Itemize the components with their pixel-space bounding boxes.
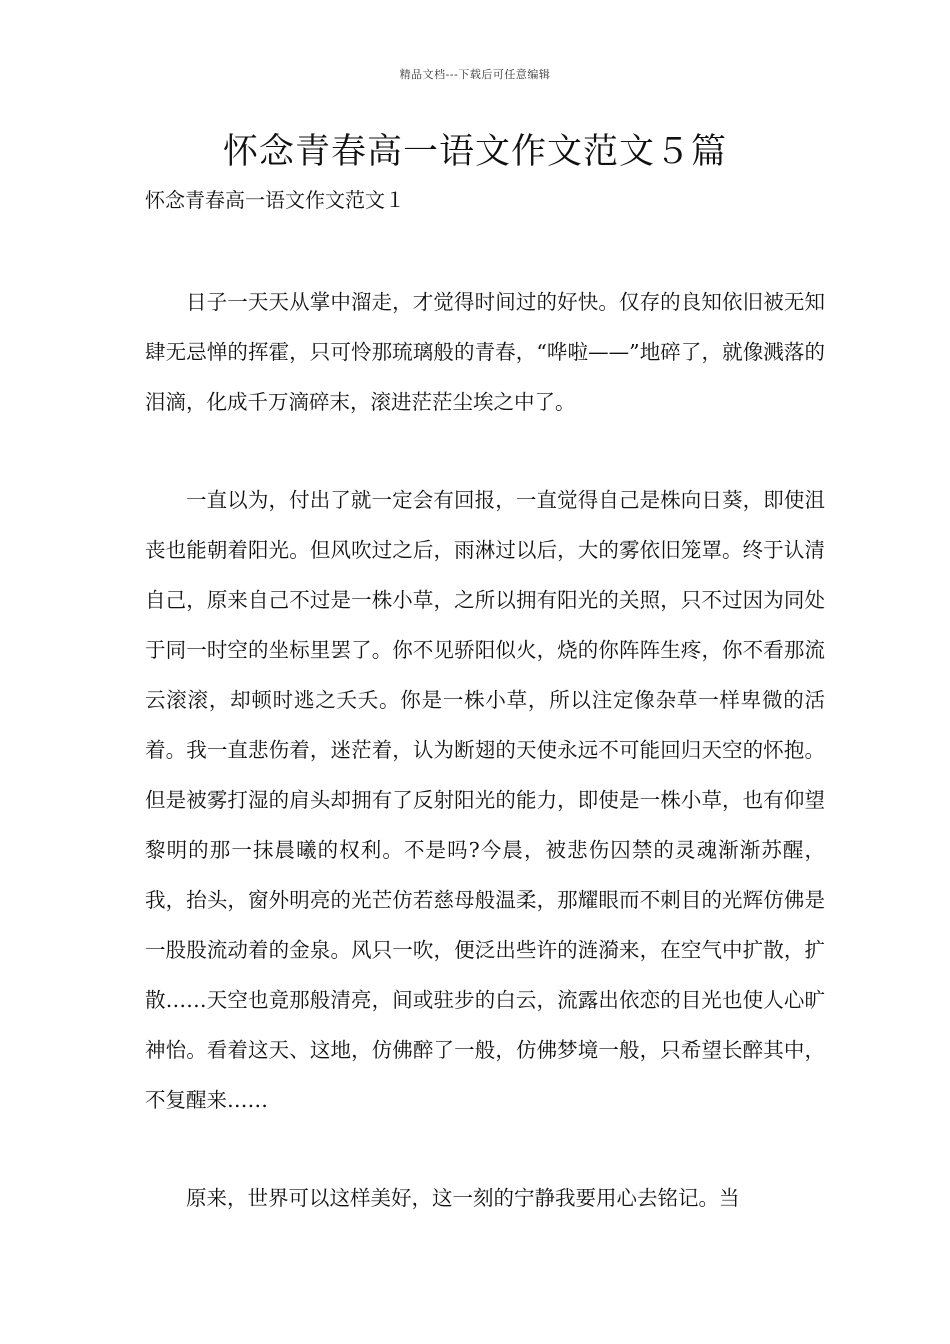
section-title: 怀念青春高一语文作文范文１ — [145, 188, 405, 212]
header-note: 精品文档---下载后可任意编辑 — [399, 68, 551, 81]
document-title: 怀念青春高一语文作文范文５篇 — [222, 132, 727, 172]
paragraph: 原来，世界可以这样美好，这一刻的宁静我要用心去铭记。当 — [186, 1186, 740, 1210]
paragraph: 一直以为，付出了就一定会有回报，一直觉得自己是株向日葵，即使沮丧也能朝着阳光。但风吹过之后，雨淋过以后，大的雾依旧笼罩。终于认清自己，原来自己不过是一株小草，之所以拥有阳光的关照，只不过因为同处于同一时空的坐标里罢了。你不见骄阳似火，烧的你阵阵生疼，你不看那流云滚滚，却顿时逃之夭夭。你是一株小草，所以注定像杂草一样卑微的活着。我一直悲伤着，迷茫着，认为断翅的天使永远不可能回归天空的怀抱。但是被雾打湿的肩头却拥有了反射阳光的能力，即使是一株小草，也有仰望黎明的那一抹晨曦的权利。不是吗?今晨，被悲伤囚禁的灵魂渐渐苏醒，我，抬头，窗外明亮的光芒仿若慈母般温柔，那耀眼而不刺目的光辉仿佛是一股股流动着的金泉。风只一吹，便泛出些许的涟漪来，在空气中扩散，扩散……天空也竟那般清亮，间或驻步的白云，流露出依恋的目光也使人心旷神怡。看着这天、这地，仿佛醉了一般，仿佛梦境一般，只希望长醉其中，不复醒来…… — [145, 488, 825, 1112]
paragraph: 日子一天天从掌中溜走，才觉得时间过的好快。仅存的良知依旧被无知肆无忌惮的挥霍，只可怜那琉璃般的青春，“哗啦——”地碎了，就像溅落的泪滴，化成千万滴碎末，滚进茫茫尘埃之中了。 — [145, 290, 825, 414]
